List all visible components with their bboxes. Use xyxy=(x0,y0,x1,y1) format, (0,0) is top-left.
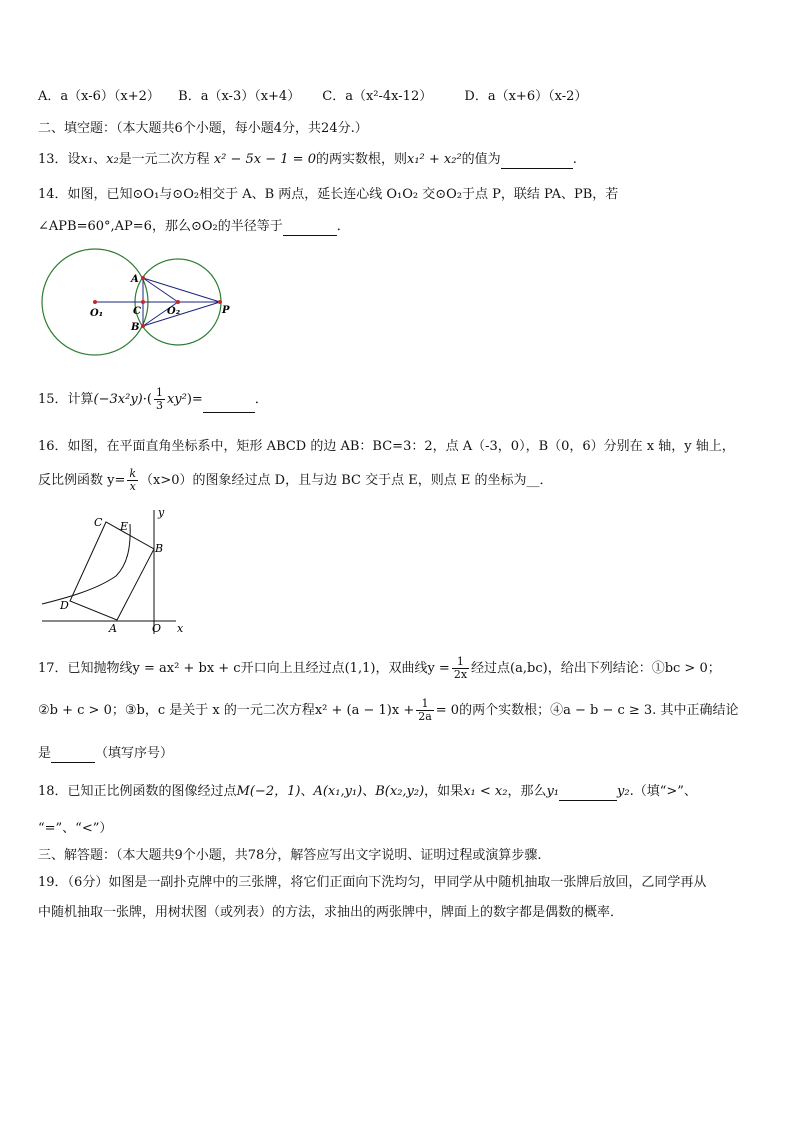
question-15: 15．计算(−3x²y)·( $\frac{1}{3}$ xy²)= ． xyxy=(38,386,268,412)
label-a: A xyxy=(131,274,139,285)
rectangle-abcd xyxy=(70,522,154,620)
segment-pb xyxy=(143,302,220,326)
label-c: C xyxy=(133,306,141,317)
question-14-line2 xyxy=(38,218,350,236)
question-17-line3 xyxy=(38,745,173,763)
q18-sep1: 、 xyxy=(300,784,314,799)
q15-frac-num: 1 xyxy=(155,386,163,399)
q13-answer-blank[interactable] xyxy=(501,168,573,169)
figure-14 xyxy=(36,248,241,360)
figure-16 xyxy=(36,506,192,640)
point-b xyxy=(141,324,145,328)
option-d: D．a（x+6）（x-2） xyxy=(464,89,588,104)
label-y: y xyxy=(158,506,165,519)
q17-l1f: y = xyxy=(427,661,450,676)
q15-prefix: 15．计算 xyxy=(38,392,94,407)
point-o1 xyxy=(93,300,97,304)
q17-l1g: 经过点 xyxy=(471,661,511,676)
q18-y1: y₁ xyxy=(546,784,560,799)
q18-y2: y₂ xyxy=(617,784,630,799)
q18-point-m: M(−2，1) xyxy=(236,784,301,799)
label-e: E xyxy=(120,520,129,533)
q13-sep: 、 xyxy=(93,152,107,167)
q15-frac-den: 3 xyxy=(155,399,163,412)
q18-point-b: B(x₂,y₂) xyxy=(375,784,425,799)
question-18-line2: “=”、“<”） xyxy=(38,821,113,836)
label-d: D xyxy=(60,599,69,612)
hyperbola-curve xyxy=(42,524,130,604)
label-o: O xyxy=(152,622,162,635)
q17-l2d: 的两个实数根；④a − b − c ≥ 3. 其中正确结论 xyxy=(459,703,739,718)
point-p xyxy=(218,300,222,304)
q17-answer-blank[interactable] xyxy=(51,762,95,763)
question-16-line2 xyxy=(38,468,552,494)
q13-expression: x₁² + x₂² xyxy=(407,152,462,167)
q16-fraction xyxy=(127,468,138,493)
question-13 xyxy=(38,151,577,169)
q17-l1a: 17．已知抛物线 xyxy=(38,661,133,676)
q15-term2: xy² xyxy=(166,392,187,407)
q18-if: ，如果 xyxy=(424,784,464,799)
label-p: P xyxy=(222,305,230,316)
q18-hint: .（填“>”、 xyxy=(629,784,697,799)
question-19-line1: 19．（6分）如图是一副扑克牌中的三张牌，将它们正面向下洗均匀，甲同学从中随机抽取一张牌后放回，乙同学再从 xyxy=(38,875,707,890)
q15-fraction xyxy=(154,387,165,412)
q15-end: ． xyxy=(254,392,268,407)
segment-pa xyxy=(143,278,220,302)
q17-fraction-2 xyxy=(416,698,434,723)
q17-l1h: (a,bc) xyxy=(510,661,548,676)
q17-f1-den: 2x xyxy=(453,668,468,681)
q17-l3b: （填写序号） xyxy=(95,746,174,761)
point-o2 xyxy=(176,300,180,304)
q18-sep2: 、 xyxy=(362,784,376,799)
q13-mid2: 的两实数根，则 xyxy=(315,152,407,167)
q17-f1-num: 1 xyxy=(452,656,469,669)
q13-prefix: 13．设 xyxy=(38,152,81,167)
option-c: C．a（x²-4x-12） xyxy=(322,89,433,104)
q17-l1e: ，双曲线 xyxy=(375,661,428,676)
label-a: A xyxy=(109,622,117,635)
q17-l1b: y = ax² + bx + c xyxy=(132,661,241,676)
q18-point-a: A(x₁,y₁) xyxy=(313,784,363,799)
q17-l2b: x² + (a − 1)x + xyxy=(314,703,415,718)
q13-x1: x₁ xyxy=(80,152,94,167)
option-a: A．a（x-6）（x+2） xyxy=(38,89,160,104)
q17-l1d: (1,1) xyxy=(344,661,376,676)
question-17-line2 xyxy=(38,698,738,724)
q17-f2-den: 2a xyxy=(418,710,432,723)
q16-pre: 反比例函数 y= xyxy=(38,473,126,488)
q18-l1a: 18．已知正比例函数的图像经过点 xyxy=(38,784,237,799)
q17-fraction-1 xyxy=(452,656,469,681)
point-a xyxy=(141,276,145,280)
q16-frac-num: k xyxy=(129,467,137,480)
label-o2: O₂ xyxy=(167,306,181,317)
q13-mid: 是一元二次方程 xyxy=(118,152,210,167)
question-14-line1: 14．如图，已知⊙O₁与⊙O₂相交于 A、B 两点，延长连心线 O₁O₂ 交⊙O₂于点 P，联结 PA、PB，若 xyxy=(38,187,619,202)
label-b: B xyxy=(155,542,164,555)
question-17-line1 xyxy=(38,656,721,682)
q14-end: ． xyxy=(336,219,350,234)
q13-suffix: 的值为 xyxy=(461,152,501,167)
q16-post: （x>0）的图象经过点 D，且与边 BC 交于点 E，则点 E 的坐标为__． xyxy=(140,473,553,488)
label-b: B xyxy=(131,322,140,333)
section-2-header: 二、填空题：（本大题共6个小题，每小题4分，共24分.） xyxy=(38,121,368,136)
q13-x2: x₂ xyxy=(106,152,119,167)
question-19-line2: 中随机抽取一张牌，用树状图（或列表）的方法，求抽出的两张牌中，牌面上的数字都是偶数的概率． xyxy=(38,905,624,920)
q17-l1i: ，给出下列结论：①bc > 0； xyxy=(547,661,721,676)
q13-equation: x² − 5x − 1 = 0 xyxy=(213,152,316,167)
q18-then: ，那么 xyxy=(507,784,547,799)
q15-answer-blank[interactable] xyxy=(203,412,255,413)
q14-answer-blank[interactable] xyxy=(283,235,337,236)
point-c xyxy=(141,300,145,304)
section-3-header: 三、解答题：（本大题共9个小题，共78分，解答应写出文字说明、证明过程或演算步骤. xyxy=(38,848,542,863)
q17-l2a: ②b + c > 0；③b，c 是关于 x 的一元二次方程 xyxy=(38,703,315,718)
label-x: x xyxy=(177,622,184,635)
q14-line2-text: ∠APB=60°,AP=6，那么⊙O₂的半径等于 xyxy=(38,219,283,234)
q18-answer-blank[interactable] xyxy=(559,800,617,801)
q18-condition: x₁ < x₂ xyxy=(463,784,508,799)
label-o1: O₁ xyxy=(90,308,104,319)
q17-l3a: 是 xyxy=(38,746,52,761)
question-18-line1 xyxy=(38,783,697,801)
q17-f2-num: 1 xyxy=(416,698,434,711)
options-row xyxy=(38,88,587,106)
option-b: B．a（x-3）（x+4） xyxy=(178,89,301,104)
q15-term1: (−3x²y)· xyxy=(93,392,147,407)
label-c: C xyxy=(94,516,103,529)
q17-l1c: 开口向上且经过点 xyxy=(240,661,345,676)
q15-equals: = xyxy=(191,392,203,407)
q13-end: . xyxy=(572,152,577,167)
q17-l2c: = 0 xyxy=(435,703,460,718)
question-16-line1: 16．如图，在平面直角坐标系中，矩形 ABCD 的边 AB：BC=3：2，点 A（-3，0），B（0，6）分别在 x 轴，y 轴上， xyxy=(38,439,735,454)
q16-frac-den: x xyxy=(129,480,136,493)
